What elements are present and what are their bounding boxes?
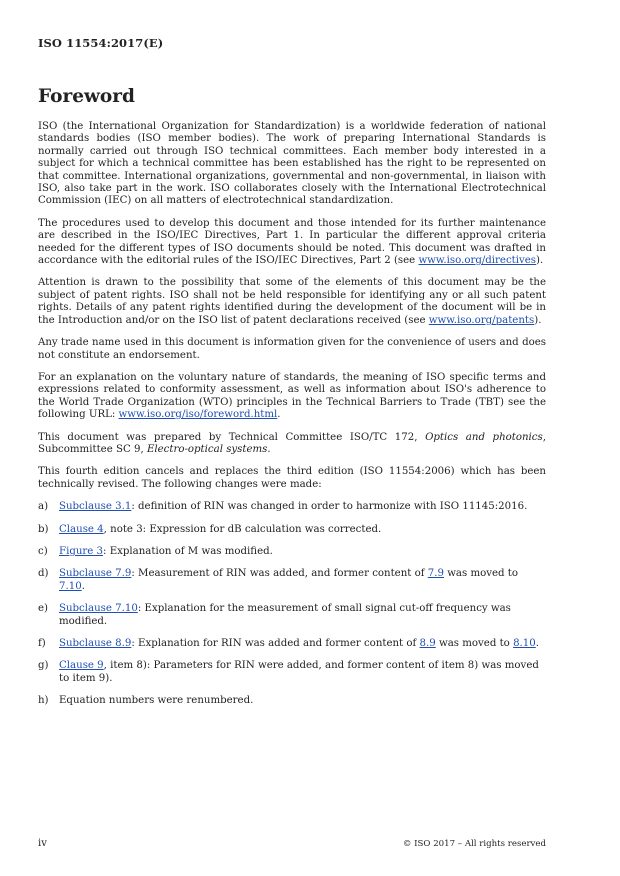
list-item: a) Subclause 3.1: definition of RIN was changed in order to harmonize with ISO 11145:2016. — [38, 501, 528, 513]
ref-8-9-link[interactable]: 8.9 — [419, 638, 436, 649]
list-item: d) Subclause 7.9: Measurement of RIN was added, and former content of 7.9 was moved to 7.10. — [38, 568, 519, 592]
paragraph-edition: This fourth edition cancels and replaces the third edition (ISO 11554:2006) which has been technically revised. The following changes were made: — [38, 466, 546, 490]
foreword-body — [38, 121, 546, 718]
foreword-heading: Foreword — [38, 86, 135, 107]
paragraph-procedures: The procedures used to develop this document and those intended for its further maintenance are described in the ISO/IEC Directives, Part 1. In particular the different approval criteria needed for the different types of ISO documents should be noted. This document was drafted in accordance with the editorial rules of the ISO/IEC Directives, Part 2 (see www.iso.org/directives). — [38, 217, 546, 267]
paragraph-committee: This document was prepared by Technical Committee ISO/TC 172, Optics and photonics, Subcommittee SC 9, Electro-optical systems. — [38, 431, 546, 455]
copyright-notice: © ISO 2017 – All rights reserved — [402, 839, 546, 849]
paragraph-trade-name: Any trade name used in this document is information given for the convenience of users and does not constitute an endorsement. — [38, 337, 546, 361]
ref-7-10-link[interactable]: 7.10 — [59, 580, 82, 592]
document-id: ISO 11554:2017(E) — [38, 36, 164, 50]
patents-link[interactable]: www.iso.org/patents — [428, 314, 535, 326]
subclause-7-9-link[interactable]: Subclause 7.9 — [59, 568, 132, 580]
ref-8-10-link[interactable]: 8.10 — [513, 638, 536, 649]
list-item: e) Subclause 7.10: Explanation for the measurement of small signal cut-off frequency was modified. — [38, 603, 511, 627]
list-item: b) Clause 4, note 3: Expression for dB calculation was corrected. — [38, 523, 382, 535]
subclause-7-10-link[interactable]: Subclause 7.10 — [59, 603, 138, 615]
paragraph-voluntary-nature: For an explanation on the voluntary nature of standards, the meaning of ISO specific terms and expressions related to conformity assessment, as well as information about ISO's adherence to the World Trade Organization (WTO) principles in the Technical Barriers to Trade (TBT) see the following URL: www.iso.org/iso/foreword.html. — [38, 371, 546, 421]
subclause-8-9-link[interactable]: Subclause 8.9 — [59, 638, 132, 649]
list-item: f) Subclause 8.9: Explanation for RIN was added and former content of 8.9 was moved to 8.10. — [38, 638, 539, 649]
foreword-url-link[interactable]: www.iso.org/iso/foreword.html — [118, 409, 278, 421]
list-item: h) Equation numbers were renumbered. — [38, 695, 254, 707]
figure-3-link[interactable]: Figure 3 — [59, 545, 104, 557]
page-number: iv — [38, 838, 47, 849]
list-item: c) Figure 3: Explanation of M was modified. — [38, 545, 273, 557]
ref-7-9-link[interactable]: 7.9 — [427, 568, 444, 580]
clause-9-link[interactable]: Clause 9 — [59, 660, 104, 672]
directives-link[interactable]: www.iso.org/directives — [418, 255, 537, 267]
subclause-3-1-link[interactable]: Subclause 3.1 — [59, 501, 132, 513]
changes-list — [38, 501, 546, 707]
paragraph-patents: Attention is drawn to the possibility that some of the elements of this document may be the subject of patent rights. ISO shall not be held responsible for identifying any or all such patent rights. Details of any patent rights identified during the development of the document will be in the Introduction and/or on the ISO list of patent declarations received (see www.iso.org/patents). — [38, 277, 546, 326]
clause-4-link[interactable]: Clause 4 — [59, 523, 104, 535]
list-item: g) Clause 9, item 8): Parameters for RIN were added, and former content of item 8) was moved to item 9). — [38, 660, 539, 684]
paragraph-iso-intro: ISO (the International Organization for Standardization) is a worldwide federation of national standards bodies (ISO member bodies). The work of preparing International Standards is normally carried out through ISO technical committees. Each member body interested in a subject for which a technical committee has been established has the right to be represented on that committee. International organizations, governmental and non-governmental, in liaison with ISO, also take part in the work. ISO collaborates closely with the International Electrotechnical Commission (IEC) on all matters of electrotechnical standardization. — [38, 121, 546, 207]
